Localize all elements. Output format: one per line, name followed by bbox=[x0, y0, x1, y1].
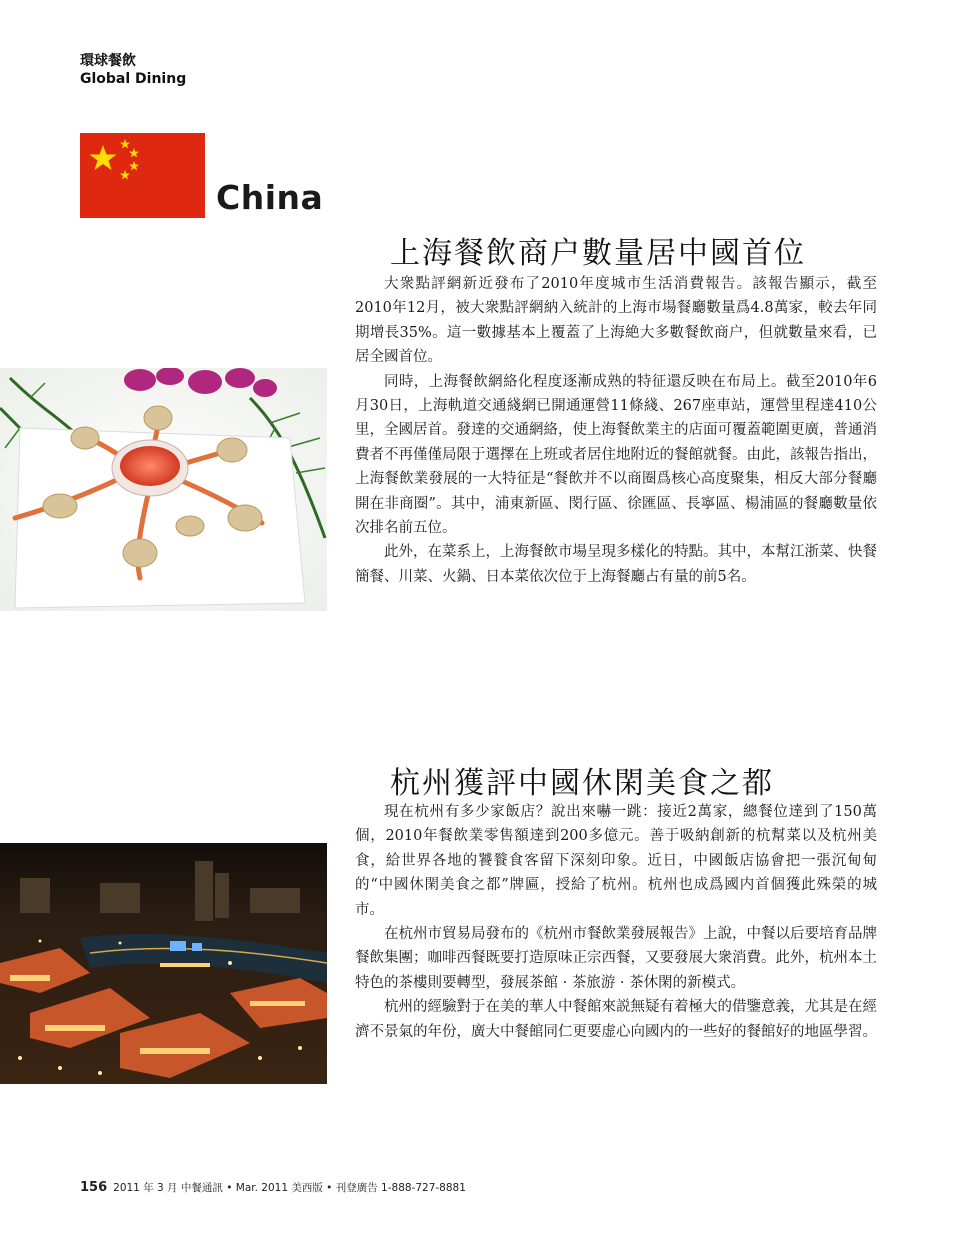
page-number: 156 bbox=[80, 1180, 108, 1195]
article-1-paragraph: 同時，上海餐飲網絡化程度逐漸成熟的特征還反映在布局上。截至2010年6月30日，上海軌道交通綫網已開通運營11條綫、267座車站，運營里程達410公里，全國居首。發達的交通網絡，使上海餐飲業主的店面可覆蓋範圍更廣，普通消費者不再僅僅局限于選擇在上班或者居住地附近的餐館就餐。由此，該報告指出，上海餐飲業發展的一大特征是“餐飲并不以商圈爲核心高度聚集，相反大部分餐廳開在非商圈”。其中，浦東新區、閔行區、徐匯區、長寧區、楊浦區的餐廳數量依次排名前五位。 bbox=[355, 373, 877, 537]
article-1-body bbox=[355, 272, 877, 589]
country-title: China bbox=[216, 178, 324, 217]
article-2-body bbox=[355, 800, 877, 1044]
section-label-chinese: 環球餐飲 bbox=[80, 53, 136, 69]
section-label-english: Global Dining bbox=[80, 71, 187, 87]
page-footer bbox=[80, 1180, 466, 1195]
article-1-paragraph: 此外，在菜系上，上海餐飲市場呈現多樣化的特點。其中，本幫江浙菜、快餐簡餐、川菜、火鍋、日本菜依次位于上海餐廳占有量的前5名。 bbox=[355, 544, 877, 585]
article-1-paragraph: 大衆點評網新近發布了2010年度城市生活消費報告。該報告顯示，截至2010年12月，被大衆點評網納入統計的上海市場餐廳數量爲4.8萬家，較去年同期增長35%。這一數據基本上覆蓋了上海絶大多數餐飲商户，但就數量來看，已居全國首位。 bbox=[355, 276, 877, 366]
article-1-headline: 上海餐飲商户數量居中國首位 bbox=[390, 236, 806, 271]
section-label bbox=[80, 52, 186, 88]
footer-text: 2011 年 3 月 中餐通訊 • Mar. 2011 美西版 • 刊登廣告 1-888-727-8881 bbox=[113, 1182, 466, 1194]
hangzhou-night-photo bbox=[0, 843, 327, 1084]
article-2-headline: 杭州獲評中國休閑美食之都 bbox=[390, 766, 774, 801]
shrimp-dish-photo bbox=[0, 368, 327, 611]
article-2-paragraph: 在杭州市貿易局發布的《杭州市餐飲業發展報告》上說，中餐以后要培育品牌餐飲集團；咖啡西餐既要打造原味正宗西餐，又要發展大衆消費。此外，杭州本土特色的茶樓則要轉型，發展茶館 · 茶旅游 · 茶休閑的新模式。 bbox=[355, 926, 877, 991]
article-2-paragraph: 杭州的經驗對于在美的華人中餐館來説無疑有着極大的借鑒意義，尤其是在經濟不景氣的年份，廣大中餐館同仁更要虚心向國内的一些好的餐館好的地區學習。 bbox=[355, 999, 877, 1040]
article-2-paragraph: 現在杭州有多少家飯店？說出來嚇一跳：接近2萬家，總餐位達到了150萬個，2010年餐飲業零售額達到200多億元。善于吸納創新的杭幫菜以及杭州美食，給世界各地的饕餮食客留下深刻印象。近日，中國飯店協會把一張沉甸甸的“中國休閑美食之都”牌匾，授給了杭州。杭州也成爲國内首個獲此殊榮的城市。 bbox=[355, 804, 877, 918]
china-flag-icon bbox=[80, 133, 205, 218]
